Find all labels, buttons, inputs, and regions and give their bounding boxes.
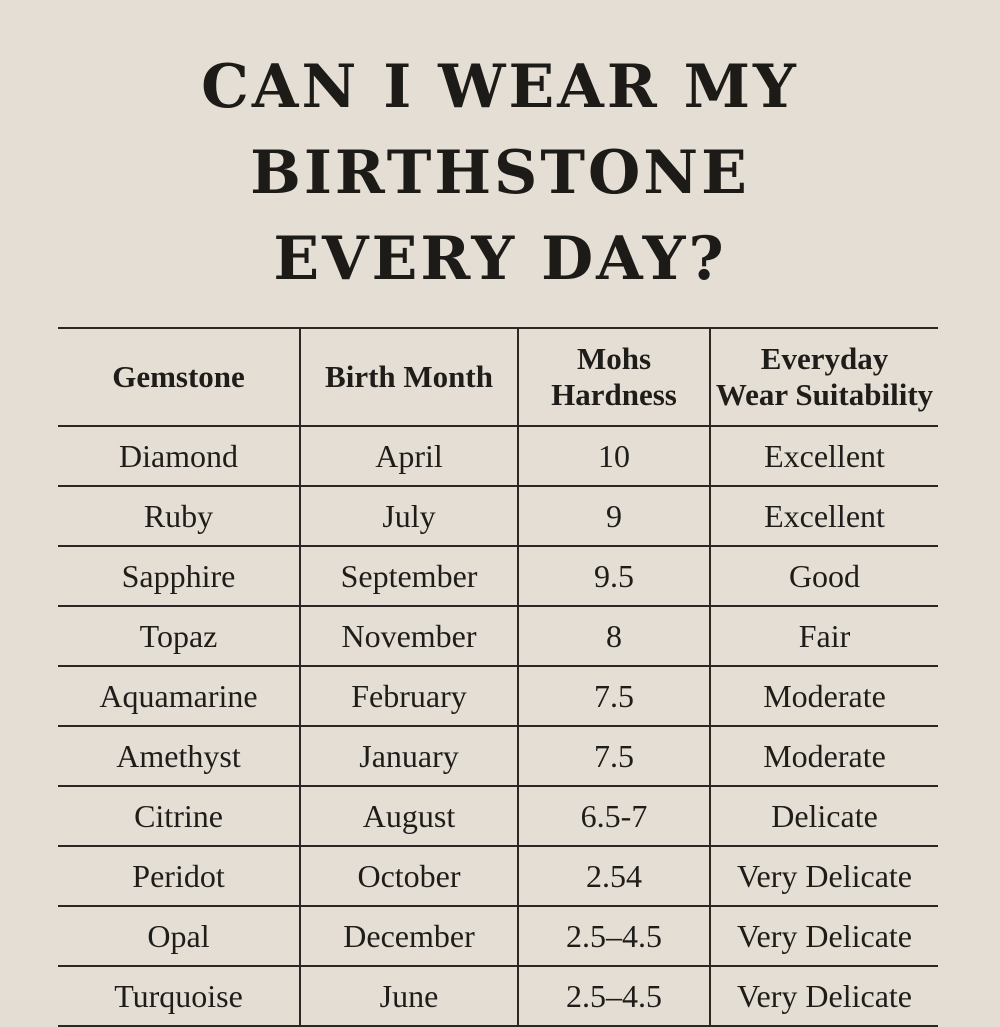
cell-suitability: Delicate [710, 786, 938, 846]
cell-hardness: 8 [518, 606, 710, 666]
header-text: Wear Suitability [715, 377, 934, 412]
cell-birth-month: June [300, 966, 518, 1026]
cell-hardness: 2.54 [518, 846, 710, 906]
table-header [58, 328, 938, 426]
table-row [58, 486, 938, 546]
cell-suitability: Moderate [710, 666, 938, 726]
cell-birth-month: December [300, 906, 518, 966]
cell-gemstone: Diamond [58, 426, 300, 486]
header-text: Birth Month [325, 359, 493, 394]
cell-hardness: 7.5 [518, 666, 710, 726]
cell-suitability: Very Delicate [710, 846, 938, 906]
cell-birth-month: October [300, 846, 518, 906]
page-title [0, 44, 1000, 302]
cell-suitability: Moderate [710, 726, 938, 786]
cell-birth-month: February [300, 666, 518, 726]
cell-suitability: Excellent [710, 486, 938, 546]
cell-gemstone: Topaz [58, 606, 300, 666]
table-row [58, 546, 938, 606]
table-body [58, 426, 938, 1026]
title-line-2: BIRTHSTONE [250, 138, 750, 208]
table-row [58, 906, 938, 966]
cell-hardness: 10 [518, 426, 710, 486]
cell-hardness: 2.5–4.5 [518, 906, 710, 966]
cell-gemstone: Amethyst [58, 726, 300, 786]
cell-birth-month: November [300, 606, 518, 666]
cell-birth-month: September [300, 546, 518, 606]
cell-hardness: 6.5-7 [518, 786, 710, 846]
cell-suitability: Fair [710, 606, 938, 666]
cell-hardness: 9.5 [518, 546, 710, 606]
title-line-1: CAN I WEAR MY [201, 52, 799, 122]
birthstone-table [58, 327, 938, 1027]
cell-suitability: Very Delicate [710, 966, 938, 1026]
cell-hardness: 2.5–4.5 [518, 966, 710, 1026]
header-text: Hardness [551, 377, 677, 412]
table-row [58, 726, 938, 786]
title-line-3: EVERY DAY? [273, 224, 727, 294]
column-header-birth-month [300, 328, 518, 426]
header-text: Mohs [576, 341, 652, 376]
table-row [58, 606, 938, 666]
cell-birth-month: January [300, 726, 518, 786]
table-row [58, 426, 938, 486]
table-row [58, 966, 938, 1026]
column-header-gemstone [58, 328, 300, 426]
cell-birth-month: April [300, 426, 518, 486]
header-text: Gemstone [112, 359, 245, 394]
cell-gemstone: Citrine [58, 786, 300, 846]
cell-hardness: 9 [518, 486, 710, 546]
table-row [58, 786, 938, 846]
cell-suitability: Excellent [710, 426, 938, 486]
cell-gemstone: Sapphire [58, 546, 300, 606]
cell-gemstone: Peridot [58, 846, 300, 906]
cell-gemstone: Opal [58, 906, 300, 966]
cell-gemstone: Ruby [58, 486, 300, 546]
column-header-mohs-hardness [518, 328, 710, 426]
table-row [58, 666, 938, 726]
cell-hardness: 7.5 [518, 726, 710, 786]
header-row [58, 328, 938, 426]
cell-birth-month: August [300, 786, 518, 846]
cell-suitability: Good [710, 546, 938, 606]
cell-suitability: Very Delicate [710, 906, 938, 966]
cell-gemstone: Turquoise [58, 966, 300, 1026]
table-row [58, 846, 938, 906]
cell-birth-month: July [300, 486, 518, 546]
column-header-wear-suitability [710, 328, 938, 426]
header-text: Everyday [760, 341, 889, 376]
cell-gemstone: Aquamarine [58, 666, 300, 726]
